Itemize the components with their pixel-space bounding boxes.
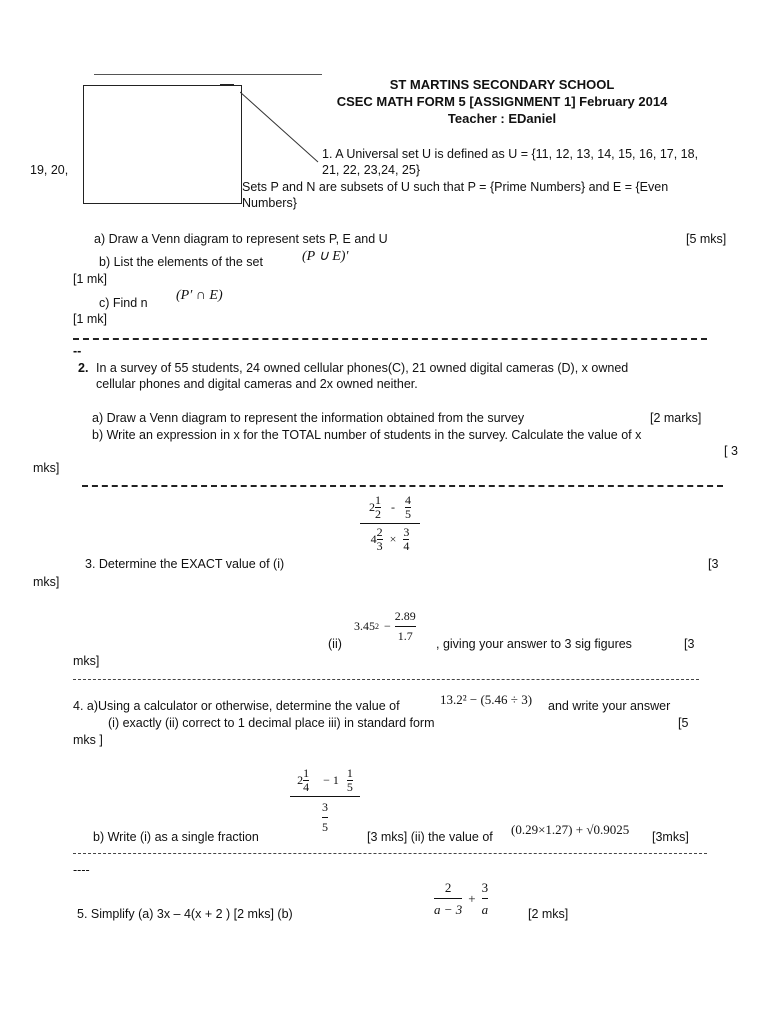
q5-f1-d: a − 3 [434,902,463,917]
q3-marks-a: [3 [708,557,719,571]
q4a-tail: and write your answer [548,699,671,713]
course-title: CSEC MATH FORM 5 [ASSIGNMENT 1] February 2014 [336,94,668,109]
q5-text: 5. Simplify (a) 3x – 4(x + 2 ) [2 mks] (b) [77,907,293,921]
q4-den-d: 5 [322,820,328,834]
q2-number: 2. [78,361,89,375]
q1-cont: 21, 22, 23,24, 25} [322,163,421,177]
q1b-marks: [1 mk] [73,272,108,286]
q5-f1-n: 2 [444,880,452,895]
q1a-marks: [5 mks] [686,232,727,246]
q3-den-n: 2 [376,525,383,539]
q4a-text: 4. a)Using a calculator or otherwise, determine the value of [73,699,400,713]
q3-num2-n: 4 [405,493,411,507]
q1b-expression: (P ∪ E)′ [302,249,349,264]
q5-f2-d: a [481,902,489,917]
logo-box [83,85,242,204]
q3ii-marks-b: mks] [73,654,100,668]
q3ii-text: , giving your answer to 3 sig figures [436,637,632,651]
school-name: ST MARTINS SECONDARY SCHOOL [389,77,615,92]
q3ii-frac-d: 1.7 [397,629,413,643]
q1c-marks: [1 mk] [73,312,108,326]
q2b-text: b) Write an expression in x for the TOTAL number of students in the survey. Calculate the value of x [92,428,642,442]
q3ii-base: 3.45 [354,619,375,633]
q1b-text: b) List the elements of the set [99,255,263,269]
q1-left-fragment: 19, 20, [30,163,69,177]
separator-4-tail: ---- [73,863,90,877]
q4-den-n: 3 [322,800,328,814]
q3ii-sup: 2 [375,622,379,631]
q1-intro: 1. A Universal set U is defined as U = {11, 12, 13, 14, 15, 16, 17, 18, [322,147,699,161]
q2a-marks: [2 marks] [650,411,702,425]
q4-num-whole: 2 [297,773,304,787]
q5-f2-n: 3 [481,880,489,895]
q4-num-d1: 4 [303,780,310,794]
q3ii-expression [354,610,416,643]
q3-den-times: × [389,532,397,546]
teacher-name: Teacher : EDaniel [447,111,557,126]
q4-num-n1: 1 [303,766,310,780]
q4-fraction [290,767,360,834]
q3ii-marks-a: [3 [684,637,695,651]
q4a-parts: (i) exactly (ii) correct to 1 decimal place iii) in standard form [108,716,435,730]
q2a-text: a) Draw a Venn diagram to represent the information obtained from the survey [92,411,525,425]
q4a-expression: 13.2² − (5.46 ÷ 3) [440,692,533,707]
q3-num-d: 2 [375,507,381,521]
q1-sets-line2: Numbers} [242,196,297,210]
q2-line2: cellular phones and digital cameras and 2x owned neither. [96,377,418,391]
separator-4 [73,853,707,854]
q3-num-whole: 2 [369,500,375,514]
q3ii-label: (ii) [328,637,342,651]
q4a-marks-a: [5 [678,716,689,730]
q2b-marks-a: [ 3 [724,444,738,458]
header-rule [94,74,322,75]
q1c-expression: (P′ ∩ E) [176,288,223,303]
q3-den2-n: 3 [403,525,410,539]
q3-num2-d: 5 [405,507,411,521]
separator-1 [73,338,707,340]
q1c-text: c) Find n [99,296,148,310]
q4b-text: b) Write (i) as a single fraction [93,830,259,844]
q4-num-n2: 1 [346,766,353,780]
q4b-expression: (0.29×1.27) + √0.9025 [511,822,630,837]
q3-marks-b: mks] [33,575,60,589]
q3-num-minus: - [391,500,395,514]
q4b-tail: [3mks] [652,830,689,844]
q3-text: 3. Determine the EXACT value of (i) [85,557,285,571]
q3ii-frac-n: 2.89 [394,609,416,623]
separator-3 [73,679,699,680]
q3-num-n: 1 [375,493,381,507]
q4a-marks-b: mks ] [73,733,103,747]
q1a-text: a) Draw a Venn diagram to represent sets P, E and U [94,232,388,246]
q5-expression [434,880,488,917]
q2b-marks-b: mks] [33,461,60,475]
q5-plus: + [468,890,476,906]
q4-num-d2: 5 [346,780,353,794]
q3ii-minus: − [384,619,391,633]
q3-den-whole: 4 [370,532,377,546]
q3-fraction [360,494,420,553]
q4b-marks: [3 mks] (ii) the value of [367,830,493,844]
separator-1-tail: -- [73,344,82,358]
q5-marks: [2 mks] [528,907,569,921]
q2-line1: In a survey of 55 students, 24 owned cellular phones(C), 21 owned digital cameras (D), x owned [96,361,629,375]
q4-num-minus: − 1 [323,773,339,787]
q1-sets-line1: Sets P and N are subsets of U such that P = {Prime Numbers} and E = {Even [242,180,669,194]
q3-den-d: 3 [376,539,383,553]
logo-tab [220,84,234,86]
separator-2 [82,485,723,487]
q3-den2-d: 4 [403,539,410,553]
